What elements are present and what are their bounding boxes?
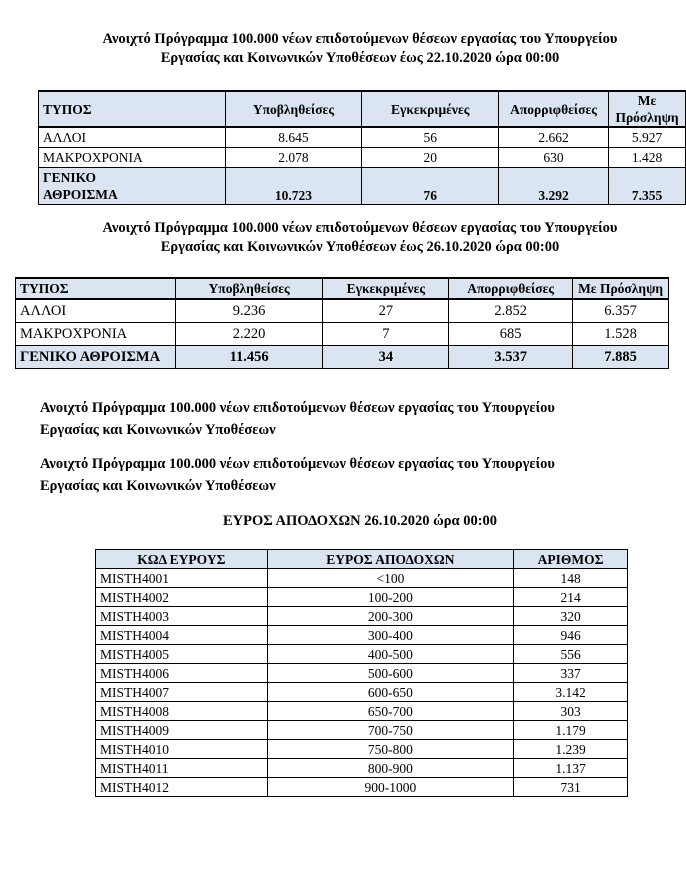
section2-title-line2: Εργασίας και Κοινωνικών Υποθέσεων έως 26.10.2020 ώρα 00:00 [160, 239, 560, 255]
cell-salary-range: 600-650 [267, 683, 513, 702]
table-header-row [16, 278, 669, 299]
cell-salary-range: 200-300 [267, 607, 513, 626]
col-header-approved: Εγκεκριμένες [362, 91, 499, 127]
cell-salary-range: 300-400 [267, 626, 513, 645]
cell-salary-range: 100-200 [267, 588, 513, 607]
cell-rejected: 2.662 [499, 127, 609, 148]
cell-total-hired: 7.355 [609, 168, 686, 205]
cell-range-code: MISTH4006 [96, 664, 268, 683]
cell-salary-range: <100 [267, 569, 513, 588]
cell-type: ΑΛΛΟΙ [16, 299, 176, 323]
cell-total-label: ΓΕΝΙΚΟ ΑΘΡΟΙΣΜΑ [16, 346, 176, 369]
cell-total-hired: 7.885 [573, 346, 669, 369]
section2-title-line1: Ανοιχτό Πρόγραμμα 100.000 νέων επιδοτούμενων θέσεων εργασίας του Υπουργείου [102, 220, 618, 236]
table-row [16, 299, 669, 323]
table-header-row [96, 550, 628, 569]
table-row [96, 740, 628, 759]
cell-rejected: 685 [449, 323, 573, 346]
cell-hired: 1.428 [609, 148, 686, 168]
para2-line1: Ανοιχτό Πρόγραμμα 100.000 νέων επιδοτούμενων θέσεων εργασίας του Υπουργείου [40, 456, 555, 472]
table-row [39, 127, 686, 148]
cell-range-code: MISTH4002 [96, 588, 268, 607]
cell-hired: 5.927 [609, 127, 686, 148]
cell-type: ΑΛΛΟΙ [39, 127, 226, 148]
table-row [39, 148, 686, 168]
cell-range-code: MISTH4001 [96, 569, 268, 588]
cell-salary-range: 400-500 [267, 645, 513, 664]
cell-approved: 56 [362, 127, 499, 148]
table-row [96, 664, 628, 683]
table-total-row [16, 346, 669, 369]
table-approvals-22-10 [38, 90, 686, 205]
table-header-row [39, 91, 686, 127]
table-total-row [39, 168, 686, 205]
cell-total-rejected: 3.292 [499, 168, 609, 205]
cell-total-label [39, 168, 226, 205]
cell-count: 946 [514, 626, 628, 645]
cell-submitted: 9.236 [175, 299, 323, 323]
cell-salary-range: 800-900 [267, 759, 513, 778]
cell-range-code: MISTH4010 [96, 740, 268, 759]
col-header-submitted: Υποβληθείσες [225, 91, 362, 127]
cell-count: 214 [514, 588, 628, 607]
cell-count: 148 [514, 569, 628, 588]
para2-line2: Εργασίας και Κοινωνικών Υποθέσεων [40, 478, 276, 494]
cell-hired: 6.357 [573, 299, 669, 323]
cell-type: ΜΑΚΡΟΧΡΟΝΙΑ [16, 323, 176, 346]
cell-approved: 7 [323, 323, 449, 346]
col-header-type: ΤΥΠΟΣ [39, 91, 226, 127]
total-label-line2: ΑΘΡΟΙΣΜΑ [43, 187, 118, 202]
col-header-rejected: Απορριφθείσες [449, 278, 573, 299]
para1-line1: Ανοιχτό Πρόγραμμα 100.000 νέων επιδοτούμενων θέσεων εργασίας του Υπουργείου [40, 400, 555, 416]
cell-salary-range: 900-1000 [267, 778, 513, 797]
table-approvals-26-10 [15, 277, 669, 369]
cell-count: 731 [514, 778, 628, 797]
table-row [96, 702, 628, 721]
cell-salary-range: 750-800 [267, 740, 513, 759]
cell-count: 1.137 [514, 759, 628, 778]
section3-paragraph-2 [40, 453, 680, 497]
cell-rejected: 630 [499, 148, 609, 168]
col-header-hired: Με Πρόσληψη [609, 91, 686, 127]
cell-range-code: MISTH4011 [96, 759, 268, 778]
section1-title-line1: Ανοιχτό Πρόγραμμα 100.000 νέων επιδοτούμενων θέσεων εργασίας του Υπουργείου [102, 31, 618, 47]
col-header-hired: Με Πρόσληψη [573, 278, 669, 299]
table-row [96, 759, 628, 778]
col-header-submitted: Υποβληθείσες [175, 278, 323, 299]
col-header-type: ΤΥΠΟΣ [16, 278, 176, 299]
table-salary-range [95, 549, 628, 797]
table-row [96, 626, 628, 645]
cell-range-code: MISTH4012 [96, 778, 268, 797]
cell-submitted: 2.078 [225, 148, 362, 168]
cell-count: 320 [514, 607, 628, 626]
cell-count: 3.142 [514, 683, 628, 702]
col-header-count: ΑΡΙΘΜΟΣ [514, 550, 628, 569]
cell-total-approved: 34 [323, 346, 449, 369]
cell-count: 337 [514, 664, 628, 683]
cell-approved: 20 [362, 148, 499, 168]
cell-range-code: MISTH4004 [96, 626, 268, 645]
cell-type: ΜΑΚΡΟΧΡΟΝΙΑ [39, 148, 226, 168]
total-label-line1: ΓΕΝΙΚΟ [43, 170, 97, 185]
cell-total-submitted: 11.456 [175, 346, 323, 369]
cell-total-submitted: 10.723 [225, 168, 362, 205]
section1-title [0, 30, 686, 68]
table-row [96, 569, 628, 588]
cell-submitted: 8.645 [225, 127, 362, 148]
cell-salary-range: 500-600 [267, 664, 513, 683]
cell-count: 303 [514, 702, 628, 721]
col-header-approved: Εγκεκριμένες [323, 278, 449, 299]
cell-approved: 27 [323, 299, 449, 323]
section3-subtitle: ΕΥΡΟΣ ΑΠΟΔΟΧΩΝ 26.10.2020 ώρα 00:00 [222, 513, 498, 529]
cell-range-code: MISTH4007 [96, 683, 268, 702]
table-row [96, 645, 628, 664]
table-row [96, 683, 628, 702]
table-row [96, 588, 628, 607]
cell-range-code: MISTH4005 [96, 645, 268, 664]
table-row [96, 778, 628, 797]
table-row [96, 607, 628, 626]
section1-title-line2: Εργασίας και Κοινωνικών Υποθέσεων έως 22.10.2020 ώρα 00:00 [160, 50, 560, 66]
col-header-salary-range: ΕΥΡΟΣ ΑΠΟΔΟΧΩΝ [267, 550, 513, 569]
cell-range-code: MISTH4008 [96, 702, 268, 721]
cell-submitted: 2.220 [175, 323, 323, 346]
cell-count: 1.179 [514, 721, 628, 740]
cell-count: 1.239 [514, 740, 628, 759]
cell-range-code: MISTH4009 [96, 721, 268, 740]
cell-salary-range: 700-750 [267, 721, 513, 740]
cell-range-code: MISTH4003 [96, 607, 268, 626]
table-row [96, 721, 628, 740]
cell-count: 556 [514, 645, 628, 664]
cell-total-approved: 76 [362, 168, 499, 205]
cell-total-rejected: 3.537 [449, 346, 573, 369]
para1-line2: Εργασίας και Κοινωνικών Υποθέσεων [40, 422, 276, 438]
section2-title [0, 219, 686, 257]
cell-rejected: 2.852 [449, 299, 573, 323]
section3-paragraph-1 [40, 397, 680, 441]
cell-hired: 1.528 [573, 323, 669, 346]
col-header-range-code: ΚΩΔ ΕΥΡΟΥΣ [96, 550, 268, 569]
col-header-rejected: Απορριφθείσες [499, 91, 609, 127]
table-row [16, 323, 669, 346]
cell-salary-range: 650-700 [267, 702, 513, 721]
